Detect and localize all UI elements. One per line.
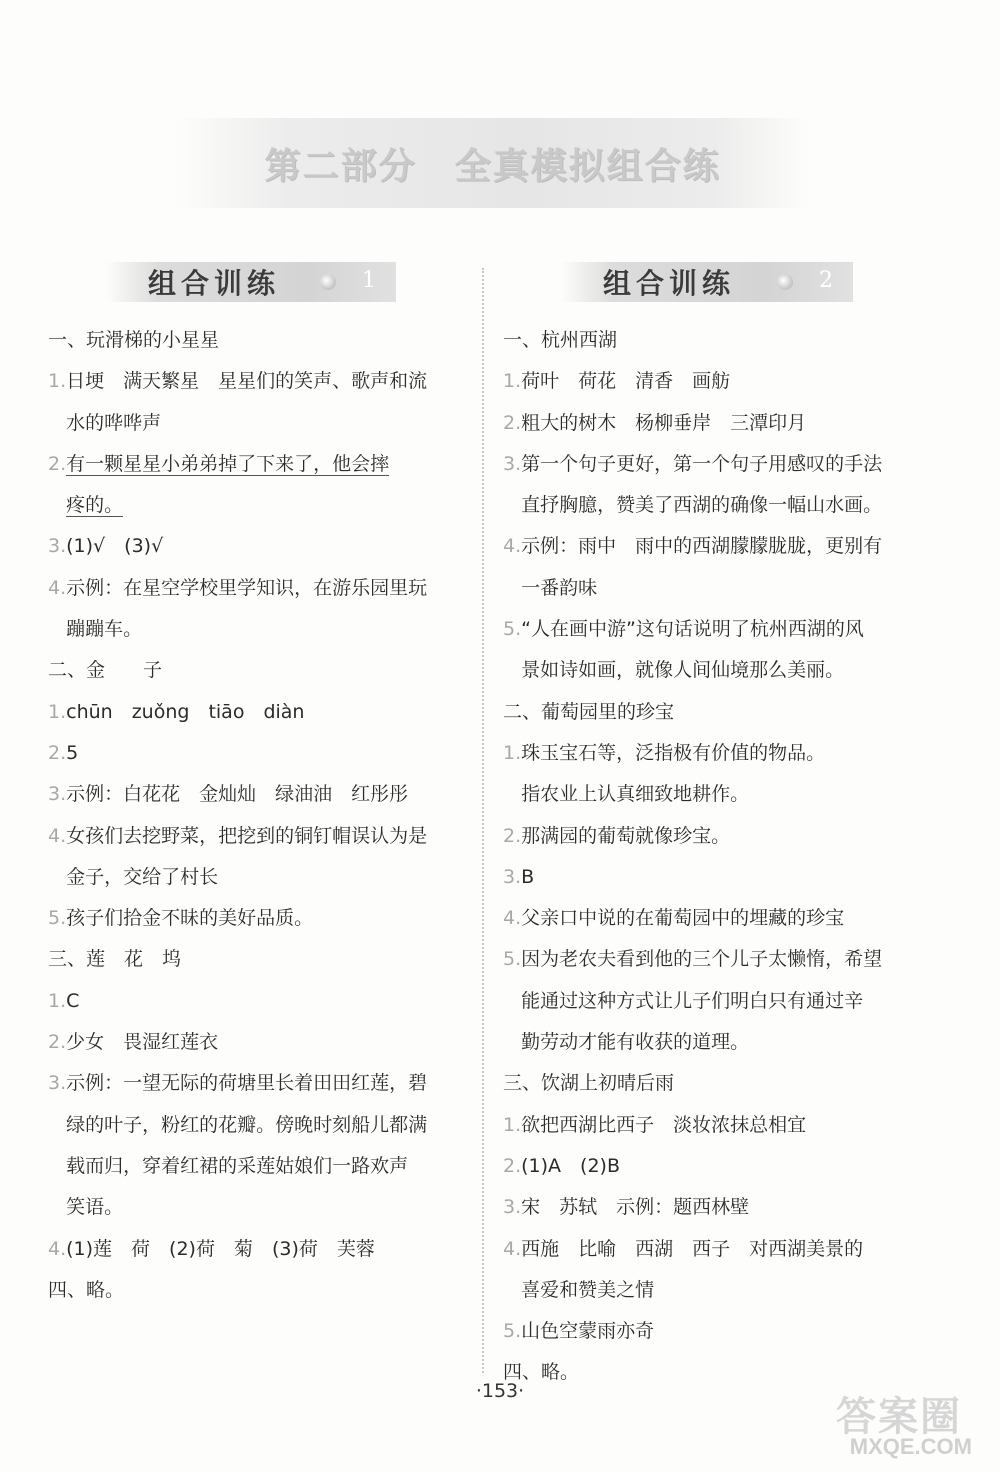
answer-line (48, 650, 468, 691)
answer-text: 直抒胸臆，赞美了西湖的确像一幅山水画。 (521, 494, 883, 517)
page-number: ·153· (475, 1380, 525, 1402)
answer-text: 西施 比喻 西湖 西子 对西湖美景的 (521, 1237, 864, 1260)
section-title: 组合训练 (603, 267, 736, 300)
answer-line (503, 816, 928, 857)
answer-text: 四、略。 (48, 1278, 125, 1301)
answer-line (48, 609, 468, 650)
answer-line (48, 898, 468, 939)
item-number: 2. (48, 452, 67, 475)
answer-line (503, 1105, 928, 1146)
answer-line (503, 444, 928, 485)
answer-line (503, 650, 928, 691)
answer-text: 疼的。 (66, 494, 124, 517)
answer-text: 欲把西湖比西子 淡妆浓抹总相宜 (521, 1113, 807, 1136)
answer-line (48, 1270, 468, 1311)
item-number: 4. (48, 824, 67, 847)
item-number: 3. (503, 865, 522, 888)
answer-line (48, 692, 468, 733)
item-number: 1. (503, 741, 522, 764)
answer-text: 景如诗如画，就像人间仙境那么美丽。 (521, 659, 845, 682)
answer-line (48, 1063, 468, 1104)
answer-text: 一、玩滑梯的小星星 (48, 329, 220, 351)
answer-line (48, 485, 468, 526)
answer-text: 少女 畏湿红莲衣 (66, 1031, 219, 1054)
answer-text: 有一颗星星小弟弟掉了下来了，他会摔 (66, 452, 390, 475)
column-divider (482, 268, 484, 1373)
item-number: 2. (503, 411, 522, 434)
item-number: 5. (48, 907, 67, 930)
answer-text: 第一个句子更好，第一个句子用感叹的手法 (521, 452, 883, 475)
answer-line (48, 361, 468, 402)
answer-line (503, 568, 928, 609)
answer-text: 因为老农夫看到他的三个儿子太懒惰，希望 (521, 948, 883, 971)
item-number: 4. (503, 1237, 522, 1260)
item-number: 1. (503, 1113, 522, 1136)
item-number: 2. (503, 1154, 522, 1177)
item-number: 3. (503, 452, 522, 475)
item-number: 5. (503, 1320, 522, 1343)
answer-line (48, 403, 468, 444)
item-number: 4. (48, 576, 67, 599)
section-number: 2 (819, 268, 833, 293)
answer-line (48, 816, 468, 857)
answer-text: 三、饮湖上初晴后雨 (503, 1072, 675, 1095)
answer-text: 蹦蹦车。 (66, 618, 143, 641)
answer-text: 示例：一望无际的荷塘里长着田田红莲，碧 (66, 1072, 428, 1095)
answer-line (503, 1146, 928, 1187)
answer-line (48, 939, 468, 980)
item-number: 3. (48, 783, 67, 806)
dot-icon (320, 274, 336, 290)
watermark-url: MXQE.COM (849, 1434, 972, 1459)
answer-text: 女孩们去挖野菜，把挖到的铜钉帽误认为是 (66, 824, 428, 847)
answer-text: “人在画中游”这句话说明了杭州西湖的风 (521, 618, 864, 641)
answer-line (503, 320, 928, 361)
answer-line (48, 1146, 468, 1187)
answer-text: 一番韵味 (521, 576, 598, 599)
answer-text: 日埂 满天繁星 星星们的笑声、歌声和流 (66, 370, 428, 393)
answer-text: 粗大的树木 杨柳垂岸 三潭印月 (521, 411, 807, 434)
answer-line (48, 526, 468, 567)
answer-text: C (66, 989, 80, 1012)
answer-line (503, 1229, 928, 1270)
answer-line (503, 1022, 928, 1063)
item-number: 4. (48, 1237, 67, 1260)
item-number: 2. (48, 1031, 67, 1054)
part-title: 第二部分 全真模拟组合练 (264, 145, 721, 187)
answer-line (48, 320, 468, 361)
dot-icon (777, 274, 793, 290)
answer-text: 喜爱和赞美之情 (521, 1278, 655, 1301)
answer-line (48, 857, 468, 898)
answer-line (503, 485, 928, 526)
answer-text: 勤劳动才能有收获的道理。 (521, 1031, 750, 1054)
answer-text: 绿的叶子，粉红的花瓣。傍晚时刻船儿都满 (66, 1113, 428, 1136)
answer-line (48, 1105, 468, 1146)
answer-text: 荷叶 荷花 清香 画舫 (521, 370, 731, 393)
answer-line (503, 403, 928, 444)
item-number: 5. (503, 948, 522, 971)
answer-text: (1)√ (3)√ (66, 535, 164, 558)
item-number: 2. (48, 741, 67, 764)
answer-text: 示例：在星空学校里学知识，在游乐园里玩 (66, 576, 428, 599)
item-number: 1. (48, 989, 67, 1012)
answer-line (503, 981, 928, 1022)
answer-text: 金子，交给了村长 (66, 865, 219, 888)
answer-line (503, 939, 928, 980)
answer-text: (1)A (2)B (521, 1154, 621, 1177)
answer-line (48, 733, 468, 774)
answer-text: 珠玉宝石等，泛指极有价值的物品。 (521, 741, 826, 764)
item-number: 3. (503, 1196, 522, 1219)
answer-line (48, 444, 468, 485)
answer-line (48, 1229, 468, 1270)
item-number: 4. (503, 535, 522, 558)
answer-text: 5 (66, 741, 79, 764)
part-banner (175, 118, 810, 208)
item-number: 1. (503, 370, 522, 393)
watermark-logo (795, 1385, 980, 1460)
answer-text: 能通过这种方式让儿子们明白只有通过辛 (521, 989, 864, 1012)
answer-line (48, 1187, 468, 1228)
answer-text: 二、金 子 (48, 659, 163, 682)
answer-line (503, 857, 928, 898)
answer-line (503, 1063, 928, 1104)
answer-line (503, 692, 928, 733)
answer-text: 笑语。 (66, 1196, 124, 1219)
answer-line (503, 361, 928, 402)
answer-text: 水的哗哗声 (66, 411, 162, 434)
answer-line (503, 1187, 928, 1228)
answer-line (48, 1022, 468, 1063)
right-column (503, 262, 928, 1394)
item-number: 1. (48, 700, 67, 723)
answer-list-right (503, 320, 928, 1394)
watermark-text: 答案圈 (836, 1394, 962, 1440)
answer-line (48, 981, 468, 1022)
answer-text: 那满园的葡萄就像珍宝。 (521, 824, 731, 847)
item-number: 4. (503, 907, 522, 930)
answer-text: 示例：白花花 金灿灿 绿油油 红彤彤 (66, 783, 409, 806)
left-column (48, 262, 468, 1311)
answer-text: 山色空蒙雨亦奇 (521, 1320, 655, 1343)
answer-text: 一、杭州西湖 (503, 329, 618, 351)
answer-line (503, 1270, 928, 1311)
answer-text: chūn zuǒng tiāo diàn (66, 700, 305, 723)
section-header-2 (561, 262, 853, 302)
answer-line (503, 609, 928, 650)
answer-line (503, 526, 928, 567)
answer-text: 指农业上认真细致地耕作。 (521, 783, 750, 806)
answer-text: 二、葡萄园里的珍宝 (503, 700, 675, 723)
answer-line (503, 898, 928, 939)
answer-line (48, 568, 468, 609)
answer-text: (1)莲 荷 (2)荷 菊 (3)荷 芙蓉 (66, 1237, 375, 1260)
answer-text: 示例：雨中 雨中的西湖朦朦胧胧，更别有 (521, 535, 883, 558)
answer-line (503, 1311, 928, 1352)
section-title: 组合训练 (148, 267, 281, 300)
section-number: 1 (362, 268, 376, 293)
answer-text: 宋 苏轼 示例：题西林壁 (521, 1196, 750, 1219)
section-header-1 (106, 262, 396, 302)
answer-line (48, 774, 468, 815)
item-number: 3. (48, 535, 67, 558)
item-number: 2. (503, 824, 522, 847)
answer-text: 三、莲 花 坞 (48, 948, 182, 971)
answer-text: 载而归，穿着红裙的采莲姑娘们一路欢声 (66, 1154, 409, 1177)
item-number: 5. (503, 618, 522, 641)
item-number: 3. (48, 1072, 67, 1095)
answer-line (503, 774, 928, 815)
answer-list-left (48, 320, 468, 1311)
item-number: 1. (48, 370, 67, 393)
answer-line (503, 733, 928, 774)
answer-text: 孩子们拾金不昧的美好品质。 (66, 907, 314, 930)
answer-text: 父亲口中说的在葡萄园中的埋藏的珍宝 (521, 907, 845, 930)
answer-text: B (521, 865, 535, 888)
answer-text: 四、略。 (503, 1361, 580, 1384)
